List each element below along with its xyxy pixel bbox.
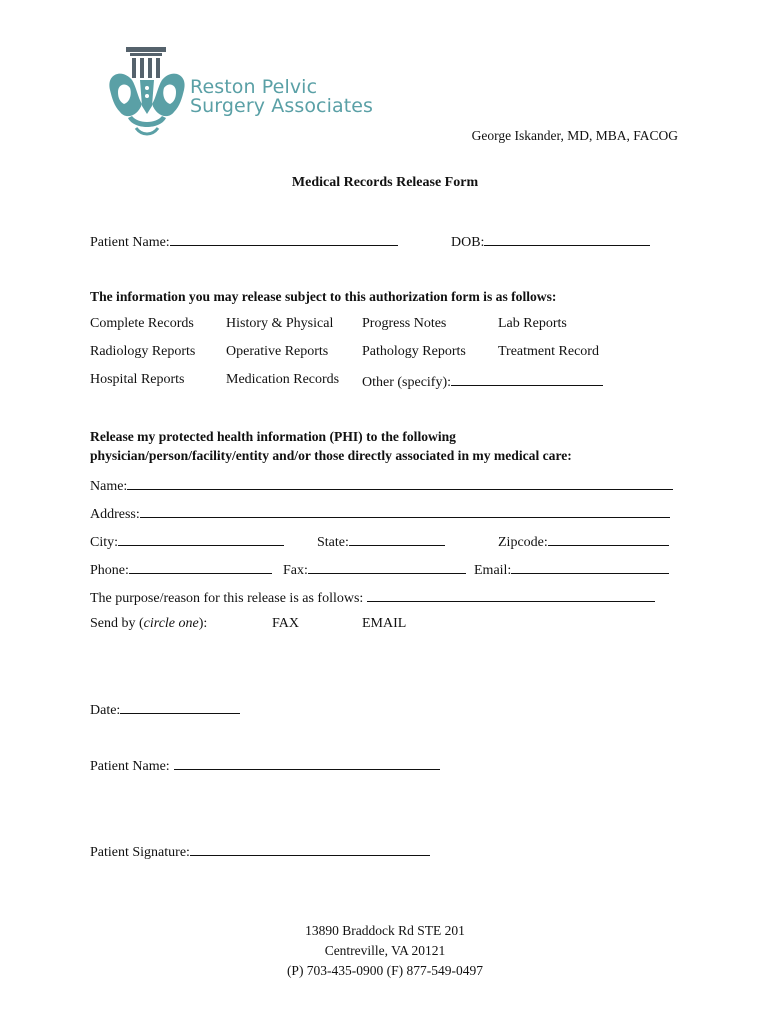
- practice-logo: [104, 44, 374, 140]
- record-type-other-row: [362, 372, 603, 391]
- logo-line-2: Surgery Associates: [190, 95, 374, 117]
- zipcode-row: [498, 532, 669, 551]
- email-label: Email:: [474, 563, 512, 578]
- state-label: State:: [317, 535, 349, 550]
- fax-row: [283, 560, 466, 579]
- address-label: Address:: [90, 507, 140, 522]
- email-field[interactable]: [511, 560, 669, 574]
- patient-name-row: [90, 232, 398, 251]
- city-row: [90, 532, 284, 551]
- record-type-treatment: Treatment Record: [498, 344, 599, 359]
- record-type-progress-notes: Progress Notes: [362, 316, 447, 331]
- footer-address: [0, 921, 770, 981]
- record-type-lab-reports: Lab Reports: [498, 316, 567, 331]
- info-heading: The information you may release subject to this authorization form is as follows:: [90, 289, 557, 304]
- send-option-fax[interactable]: FAX: [272, 616, 299, 631]
- form-title: Medical Records Release Form: [291, 175, 479, 190]
- date-field[interactable]: [120, 700, 240, 714]
- purpose-label: The purpose/reason for this release is as follows:: [90, 591, 364, 606]
- phone-label: Phone:: [90, 563, 129, 578]
- dob-field[interactable]: [484, 232, 650, 246]
- send-by-prefix: Send by (: [90, 616, 144, 631]
- address-field[interactable]: [140, 504, 670, 518]
- pelvis-column-logo-icon: [104, 44, 190, 140]
- recipient-name-row: [90, 476, 673, 495]
- zipcode-label: Zipcode:: [498, 535, 548, 550]
- signature-label: Patient Signature:: [90, 845, 190, 860]
- date-row: [90, 700, 240, 719]
- signature-field[interactable]: [190, 842, 430, 856]
- logo-wordmark: [190, 78, 373, 116]
- recipient-name-label: Name:: [90, 479, 128, 494]
- patient-name-label-2: Patient Name:: [90, 759, 170, 774]
- record-type-medication: Medication Records: [226, 372, 340, 387]
- footer-address-line-2: Centreville, VA 20121: [324, 943, 446, 958]
- fax-field[interactable]: [308, 560, 466, 574]
- purpose-field[interactable]: [367, 588, 655, 602]
- patient-name-field[interactable]: [170, 232, 398, 246]
- fax-label: Fax:: [283, 563, 308, 578]
- record-type-other: Other (specify):: [362, 375, 452, 390]
- address-row: [90, 504, 670, 523]
- release-heading-line-1: Release my protected health information (PHI) to the following: [90, 429, 456, 444]
- dob-label: DOB:: [451, 235, 485, 250]
- patient-name-label: Patient Name:: [90, 235, 170, 250]
- record-type-radiology: Radiology Reports: [90, 344, 196, 359]
- city-label: City:: [90, 535, 119, 550]
- record-type-hospital: Hospital Reports: [90, 372, 185, 387]
- other-specify-field[interactable]: [451, 372, 603, 386]
- purpose-row: [90, 588, 655, 607]
- city-field[interactable]: [118, 532, 284, 546]
- logo-line-1: Reston Pelvic: [190, 76, 318, 98]
- send-by-suffix: ):: [198, 616, 208, 631]
- record-type-pathology: Pathology Reports: [362, 344, 466, 359]
- signature-row: [90, 842, 430, 861]
- phone-field[interactable]: [129, 560, 272, 574]
- footer-address-line-1: 13890 Braddock Rd STE 201: [305, 923, 465, 938]
- dob-row: [451, 232, 650, 251]
- send-by-label: [90, 616, 207, 632]
- phone-row: [90, 560, 272, 579]
- state-field[interactable]: [349, 532, 445, 546]
- patient-name-row-2: [90, 756, 440, 775]
- send-option-email[interactable]: EMAIL: [362, 616, 407, 631]
- release-heading-line-2: physician/person/facility/entity and/or those directly associated in my medical care:: [90, 448, 572, 463]
- record-type-complete: Complete Records: [90, 316, 194, 331]
- patient-name-field-2[interactable]: [174, 756, 440, 770]
- recipient-name-field[interactable]: [127, 476, 673, 490]
- doctor-credentials: George Iskander, MD, MBA, FACOG: [471, 128, 678, 143]
- state-row: [317, 532, 445, 551]
- record-type-operative: Operative Reports: [226, 344, 329, 359]
- email-row: [474, 560, 669, 579]
- date-label: Date:: [90, 703, 121, 718]
- zipcode-field[interactable]: [548, 532, 669, 546]
- send-by-italic: circle one: [143, 616, 199, 631]
- record-type-history-physical: History & Physical: [226, 316, 334, 331]
- footer-phones: (P) 703-435-0900 (F) 877-549-0497: [286, 963, 484, 978]
